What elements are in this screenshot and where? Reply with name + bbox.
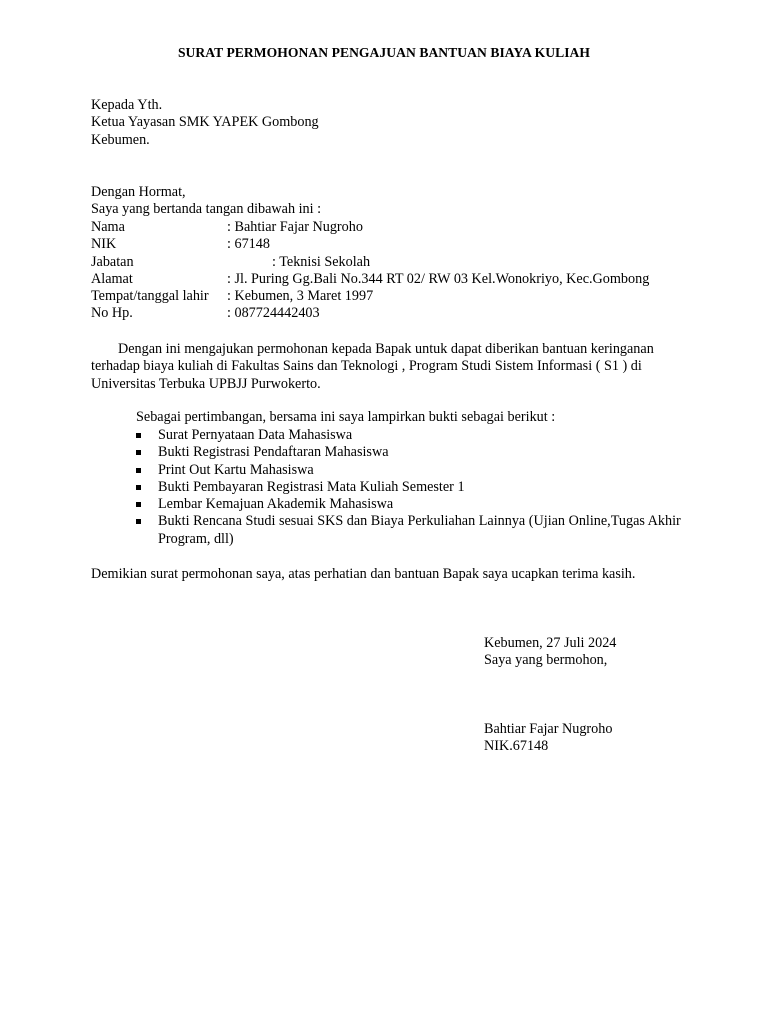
identity-label: Tempat/tanggal lahir xyxy=(91,288,209,305)
identity-row xyxy=(91,288,649,305)
signature-place-date: Kebumen, 27 Juli 2024 xyxy=(484,635,617,651)
recipient-block xyxy=(91,97,319,149)
body-line-1: Dengan ini mengajukan permohonan kepada Bapak untuk dapat diberikan bantuan keringanan xyxy=(118,341,654,357)
attachments-intro: Sebagai pertimbangan, bersama ini saya lampirkan bukti sebagai berikut : xyxy=(136,409,556,425)
identity-value: : 67148 xyxy=(227,236,270,253)
closing-line: Demikian surat permohonan saya, atas perhatian dan bantuan Bapak saya ucapkan terima kasih. xyxy=(91,566,636,582)
identity-value: : Kebumen, 3 Maret 1997 xyxy=(227,288,374,305)
identity-label: NIK xyxy=(91,236,117,253)
greeting: Dengan Hormat, xyxy=(91,184,186,200)
signature-salutation: Saya yang bermohon, xyxy=(484,652,608,669)
recipient-line-2: Ketua Yayasan SMK YAPEK Gombong xyxy=(91,114,319,131)
intro-line: Saya yang bertanda tangan dibawah ini : xyxy=(91,201,322,218)
square-bullet-icon xyxy=(136,433,141,438)
list-item-text: Bukti Registrasi Pendaftaran Mahasiswa xyxy=(158,444,389,461)
recipient-line-3: Kebumen. xyxy=(91,131,150,148)
square-bullet-icon xyxy=(136,450,141,455)
square-bullet-icon xyxy=(136,519,141,524)
signature-footer xyxy=(484,721,612,756)
list-item-text: Surat Pernyataan Data Mahasiswa xyxy=(158,427,353,443)
list-item-text: Bukti Rencana Studi sesuai SKS dan Biaya Perkuliahan Lainnya (Ujian Online,Tugas Akhir Program, dll) xyxy=(158,513,681,547)
list-item-text: Lembar Kemajuan Akademik Mahasiswa xyxy=(158,496,394,513)
list-item xyxy=(136,444,696,461)
list-item xyxy=(136,513,696,548)
identity-row xyxy=(91,236,649,253)
identity-value: : Teknisi Sekolah xyxy=(272,253,371,270)
identity-value: : 087724442403 xyxy=(227,305,320,322)
identity-row xyxy=(91,271,649,288)
list-item xyxy=(136,479,696,496)
body-line-2: terhadap biaya kuliah di Fakultas Sains dan Teknologi , Program Studi Sistem Informasi ( S1 ) di xyxy=(91,358,642,375)
letter-title: SURAT PERMOHONAN PENGAJUAN BANTUAN BIAYA KULIAH xyxy=(177,45,591,60)
identity-value: : Bahtiar Fajar Nugroho xyxy=(227,219,363,235)
identity-label: Alamat xyxy=(91,270,133,287)
square-bullet-icon xyxy=(136,502,141,507)
square-bullet-icon xyxy=(136,485,141,490)
identity-value: : Jl. Puring Gg.Bali No.344 RT 02/ RW 03 Kel.Wonokriyo, Kec.Gombong xyxy=(227,270,650,287)
list-item xyxy=(136,427,696,444)
identity-row xyxy=(91,305,649,322)
body-line-3: Universitas Terbuka UPBJJ Purwokerto. xyxy=(91,375,321,392)
square-bullet-icon xyxy=(136,468,141,473)
signature-header xyxy=(484,635,616,670)
signature-name: Bahtiar Fajar Nugroho xyxy=(484,721,613,737)
attachments-list xyxy=(136,427,696,548)
list-item xyxy=(136,496,696,513)
identity-table xyxy=(91,219,649,323)
identity-row xyxy=(91,219,649,236)
recipient-line-1: Kepada Yth. xyxy=(91,97,163,113)
identity-row xyxy=(91,254,649,271)
body-paragraph xyxy=(91,341,691,393)
signature-nik: NIK.67148 xyxy=(484,738,549,755)
identity-label: Nama xyxy=(91,219,125,235)
identity-label: Jabatan xyxy=(91,253,134,270)
list-item-text: Bukti Pembayaran Registrasi Mata Kuliah Semester 1 xyxy=(158,478,465,495)
list-item-text: Print Out Kartu Mahasiswa xyxy=(158,461,314,478)
greeting-block xyxy=(91,184,321,219)
list-item xyxy=(136,462,696,479)
identity-label: No Hp. xyxy=(91,305,133,322)
